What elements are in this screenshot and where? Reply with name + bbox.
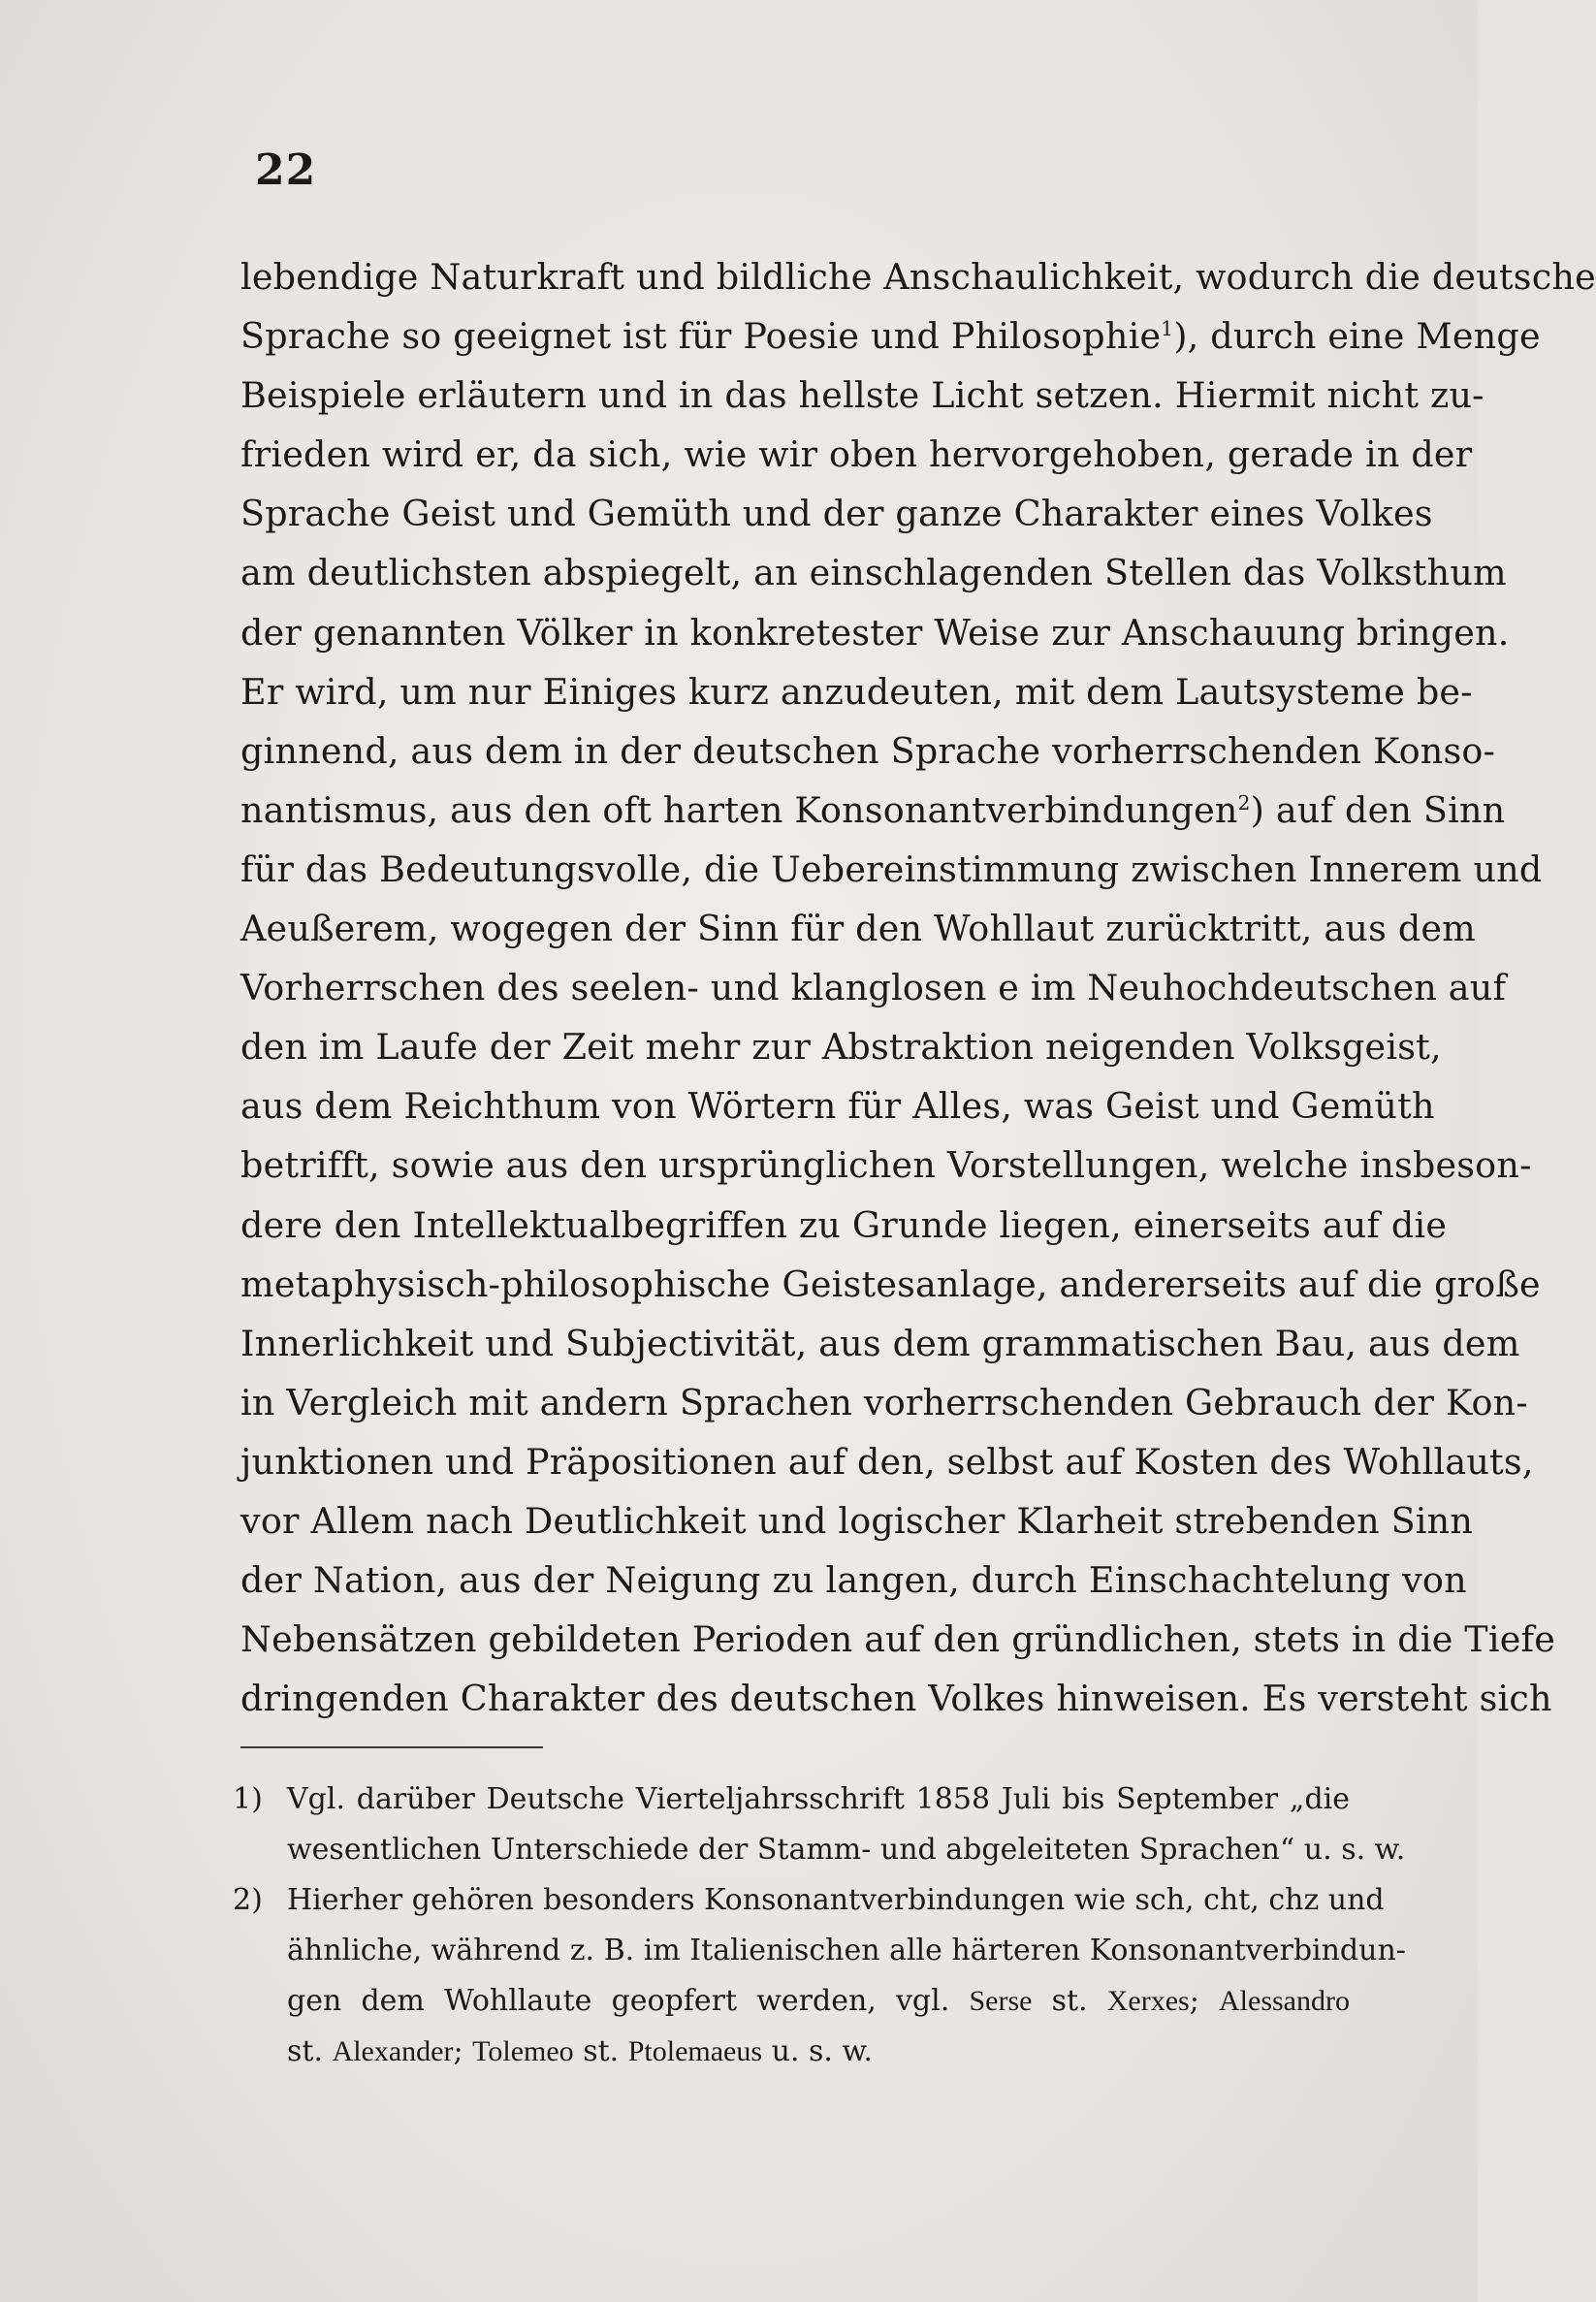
text-line: metaphysisch-philosophische Geistesanlage, andererseits auf die große	[240, 1263, 1541, 1305]
text-line: ginnend, aus dem in der deutschen Sprache vorherrschenden Konso-	[240, 729, 1496, 772]
text-line: den im Laufe der Zeit mehr zur Abstraktion neigenden Volksgeist,	[240, 1026, 1442, 1069]
text-line: betrifft, sowie aus den ursprünglichen Vorstellungen, welche insbeson-	[240, 1144, 1532, 1187]
footnote-ref-2: 2	[1237, 790, 1251, 815]
text-line: vor Allem nach Deutlichkeit und logischer Klarheit strebenden Sinn	[240, 1499, 1474, 1542]
text-line: der Nation, aus der Neigung zu langen, durch Einschachtelung von	[240, 1559, 1467, 1602]
footnote-line: ähnliche, während z. B. im Italienischen alle härteren Konsonantverbindun-	[287, 1934, 1406, 1967]
text-line: aus dem Reichthum von Wörtern für Alles, was Geist und Gemüth	[240, 1085, 1435, 1128]
footnote-ref-1: 1	[1161, 316, 1174, 340]
footnote-line: wesentlichen Unterschiede der Stamm- und abgeleiteten Sprachen“ u. s. w.	[287, 1833, 1406, 1867]
footnote-line: Hierher gehören besonders Konsonantverbindungen wie sch, cht, chz und	[287, 1883, 1385, 1917]
text-line: Vorherrschen des seelen- und klanglosen e im Neuhochdeutschen auf	[240, 967, 1507, 1009]
text-line: lebendige Naturkraft und bildliche Anschaulichkeit, wodurch die deutsche	[240, 256, 1596, 298]
text-line: junktionen und Präpositionen auf den, selbst auf Kosten des Wohllauts,	[240, 1440, 1534, 1483]
text-line: Aeußerem, wogegen der Sinn für den Wohllaut zurücktritt, aus dem	[240, 908, 1476, 950]
text-line: Nebensätzen gebildeten Perioden auf den gründlichen, stets in die Tiefe	[240, 1618, 1556, 1661]
text-line: Beispiele erläutern und in das hellste Licht setzen. Hiermit nicht zu-	[240, 374, 1484, 417]
footnotes	[233, 1774, 1406, 2077]
footnote-1	[233, 1774, 1406, 1875]
text-line: in Vergleich mit andern Sprachen vorherrschenden Gebrauch der Kon-	[240, 1381, 1528, 1423]
text-line: Er wird, um nur Einiges kurz anzudeuten, mit dem Lautsysteme be-	[240, 670, 1473, 713]
text-line: für das Bedeutungsvolle, die Uebereinstimmung zwischen Innerem und	[240, 847, 1543, 890]
text-line: am deutlichsten abspiegelt, an einschlagenden Stellen das Volksthum	[240, 552, 1507, 594]
text-line: der genannten Völker in konkretester Weise zur Anschauung bringen.	[240, 611, 1510, 654]
text-line: Innerlichkeit und Subjectivität, aus dem grammatischen Bau, aus dem	[240, 1322, 1520, 1364]
footnote-divider	[240, 1746, 543, 1748]
text-line: dere den Intellektualbegriffen zu Grunde liegen, einerseits auf die	[240, 1203, 1448, 1246]
text-line: Sprache Geist und Gemüth und der ganze Charakter eines Volkes	[240, 493, 1433, 535]
footnote-line: st. Alexander; Tolemeo st. Ptolemaeus u. s. w.	[287, 2034, 874, 2068]
text-line: nantismus, aus den oft harten Konsonantverbindungen$^2$) auf den Sinn	[240, 788, 1506, 831]
page-number: 22	[255, 145, 317, 195]
footnote-marker: 2)	[233, 1883, 263, 1917]
text-line: Sprache so geeignet ist für Poesie und Philosophie$^1$), durch eine Menge	[240, 315, 1541, 358]
text-line: dringenden Charakter des deutschen Volkes hinweisen. Es versteht sich	[240, 1678, 1552, 1720]
footnote-2	[233, 1875, 1406, 2077]
text-line: frieden wird er, da sich, wie wir oben hervorgehoben, gerade in der	[240, 433, 1473, 476]
body-text	[240, 247, 1596, 1728]
footnote-line: gen dem Wohllaute geopfert werden, vgl. Serse st. Xerxes; Alessandro	[287, 1984, 1350, 2018]
footnote-marker: 1)	[233, 1782, 263, 1816]
footnote-line: Vgl. darüber Deutsche Vierteljahrsschrift 1858 Juli bis September „die	[287, 1782, 1350, 1816]
